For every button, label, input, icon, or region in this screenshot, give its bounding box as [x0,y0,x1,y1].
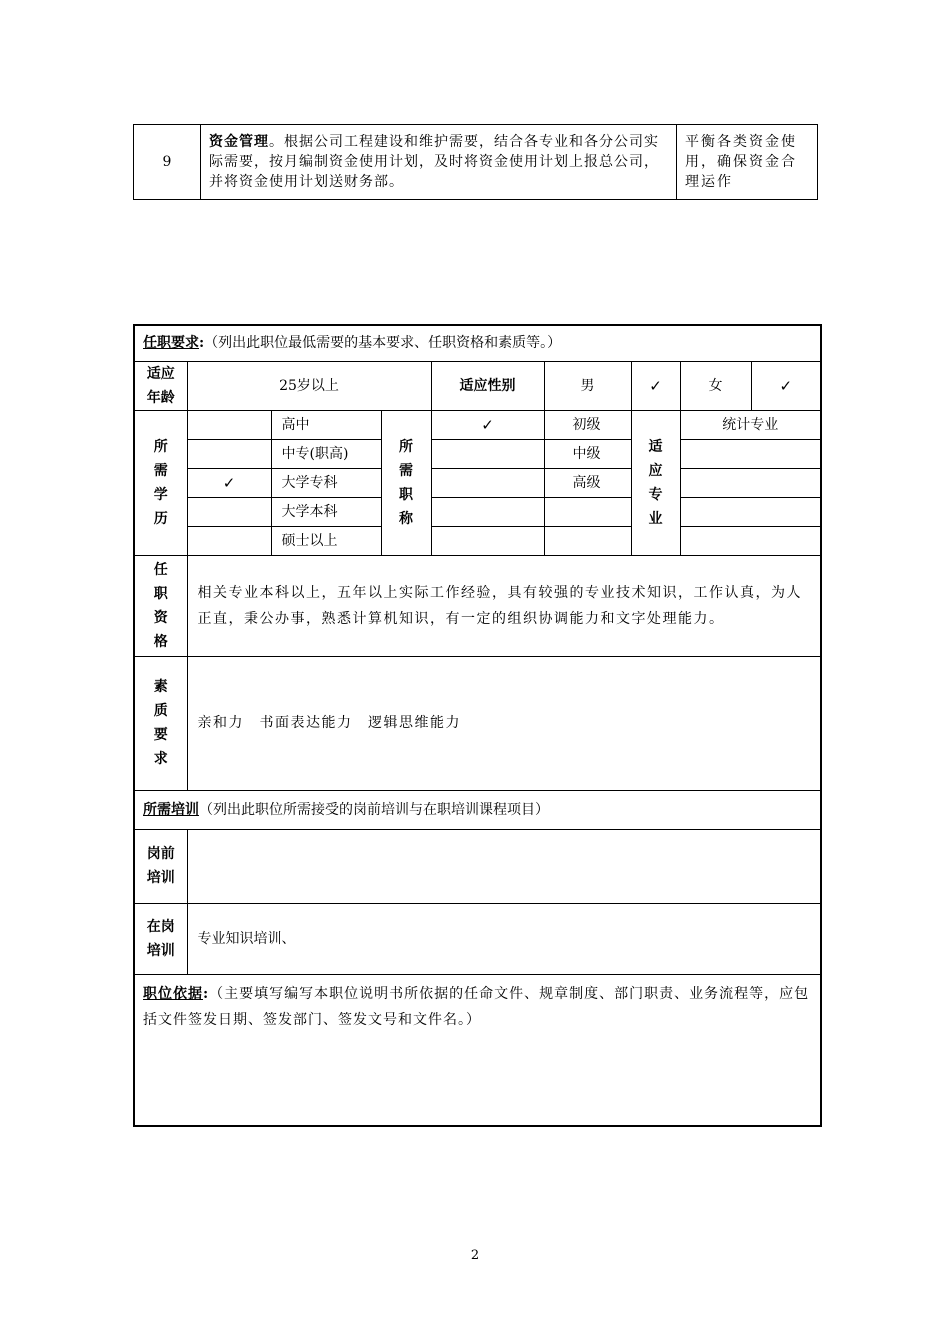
basis-note: （主要填写编写本职位说明书所依据的任命文件、规章制度、部门职责、业务流程等，应包括文件签发日期、签发部门、签发文号和文件名。） [143,985,810,1028]
education-mark [187,410,271,439]
education-level: 高中 [271,410,381,439]
pre-job-label: 岗前培训 [134,829,187,903]
education-row-1 [134,410,821,439]
title-mark: ✓ [431,410,544,439]
basis-cell [134,974,821,1126]
major-label: 适应专业 [631,410,680,555]
requirements-table [133,324,822,1127]
age-label: 适应年龄 [134,361,187,410]
training-title: 所需培训 [143,801,199,818]
requirements-title: 任职要求 [143,335,199,352]
duty-description-cell [201,125,677,200]
title-label: 所需职称 [381,410,431,555]
basis-row [134,974,821,1126]
title-level: 初级 [544,410,631,439]
duty-title-sep: 。 [269,134,284,150]
education-row-5 [134,526,821,555]
gender-male: 男 [544,361,631,410]
major-item [680,468,821,497]
education-mark [187,439,271,468]
title-mark [431,497,544,526]
education-level: 大学专科 [271,468,381,497]
on-job-row [134,903,821,974]
title-level [544,526,631,555]
title-level: 中级 [544,439,631,468]
quality-text: 亲和力 书面表达能力 逻辑思维能力 [187,656,821,790]
requirements-title-colon: : [199,335,205,352]
training-header [134,790,821,829]
quality-label: 素质要求 [134,656,187,790]
page-number: 2 [470,1248,480,1263]
education-label: 所需学历 [134,410,187,555]
education-level: 中专(职高) [271,439,381,468]
education-mark: ✓ [187,468,271,497]
major-item [680,439,821,468]
female-check-mark: ✓ [751,361,821,410]
education-row-4 [134,497,821,526]
education-row-3 [134,468,821,497]
training-header-row [134,790,821,829]
title-level [544,497,631,526]
title-mark [431,439,544,468]
pre-job-row [134,829,821,903]
quality-row [134,656,821,790]
age-gender-row [134,361,821,410]
training-note: （列出此职位所需接受的岗前培训与在职培训课程项目） [199,801,549,818]
duty-result: 平衡各类资金使用，确保资金合理运作 [677,125,818,200]
education-mark [187,526,271,555]
requirements-note: （列出此职位最低需要的基本要求、任职资格和素质等。） [204,335,562,352]
qualification-text: 相关专业本科以上，五年以上实际工作经验，具有较强的专业技术知识，工作认真，为人正直，秉公办事，熟悉计算机知识，有一定的组织协调能力和文字处理能力。 [187,555,821,656]
education-mark [187,497,271,526]
pre-job-text [187,829,821,903]
duty-number: 9 [134,125,201,200]
requirements-header [134,325,821,361]
title-mark [431,468,544,497]
education-row-2 [134,439,821,468]
duty-row [134,125,818,200]
basis-title-colon: : [203,985,210,1002]
on-job-label: 在岗培训 [134,903,187,974]
education-level: 大学本科 [271,497,381,526]
qualification-label: 任职资格 [134,555,187,656]
title-mark [431,526,544,555]
male-check-mark: ✓ [631,361,680,410]
major-item: 统计专业 [680,410,821,439]
gender-female: 女 [680,361,751,410]
duty-description: 根据公司工程建设和维护需要，结合各专业和各分公司实际需要，按月编制资金使用计划，及时将资金使用计划上报总公司，并将资金使用计划送财务部。 [209,134,659,190]
duty-title: 资金管理 [209,134,269,150]
qualification-row [134,555,821,656]
major-item [680,497,821,526]
requirements-header-row [134,325,821,361]
age-value: 25岁以上 [187,361,431,410]
education-level: 硕士以上 [271,526,381,555]
major-item [680,526,821,555]
title-level: 高级 [544,468,631,497]
gender-label: 适应性别 [431,361,544,410]
basis-title: 职位依据 [143,985,203,1002]
on-job-text: 专业知识培训、 [187,903,821,974]
duty-table [133,124,818,200]
